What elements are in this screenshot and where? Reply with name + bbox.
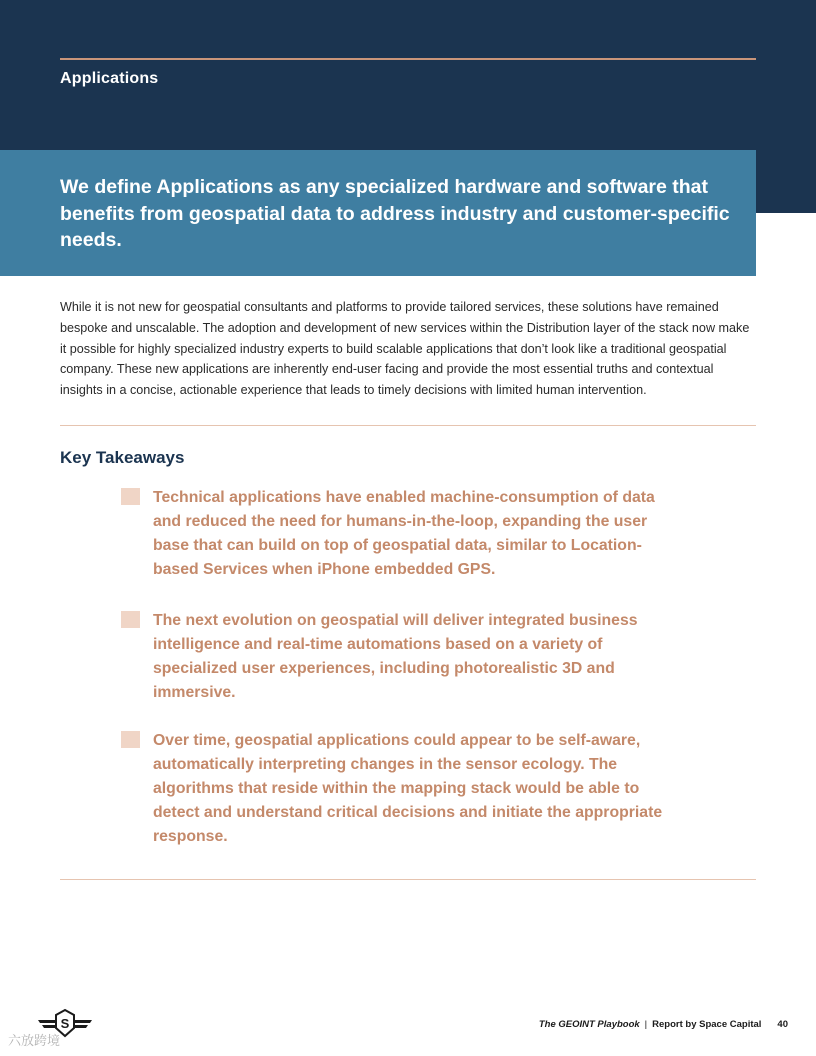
definition-callout-text: We define Applications as any specialized hardware and software that benefits from geospatial data to address industry and customer-specific needs. <box>60 176 730 251</box>
section-title: Applications <box>60 70 159 87</box>
takeaway-text: Over time, geospatial applications could appear to be self-aware, automatically interpreting changes in the sensor ecology. The algorithms that reside within the mapping stack would be able to detect and understand critical decisions and initiate the appropriate response. <box>153 732 663 845</box>
watermark-text: 六放跨境 <box>8 1033 61 1048</box>
header-rule <box>60 58 756 60</box>
key-takeaways-heading: Key Takeaways <box>60 448 185 467</box>
takeaway-text: The next evolution on geospatial will deliver integrated business intelligence and real-time automations based on a variety of specialized user experiences, including photorealistic 3D and immersive. <box>153 612 638 701</box>
page-footer <box>539 1019 788 1030</box>
bullet-square-icon <box>121 611 140 628</box>
takeaway-text: Technical applications have enabled machine-consumption of data and reduced the need for humans-in-the-loop, expanding the user base that can build on top of geospatial data, similar to Location-based Services when iPhone embedded GPS. <box>153 489 655 578</box>
footer-publication: The GEOINT Playbook <box>538 1019 640 1030</box>
bullet-square-icon <box>121 731 140 748</box>
footer-report-by: Report by Space Capital <box>652 1019 762 1030</box>
section-divider <box>60 425 756 426</box>
svg-text:S: S <box>60 1016 70 1031</box>
page-number: 40 <box>777 1019 788 1030</box>
bullet-square-icon <box>121 488 140 505</box>
footer-separator: | <box>644 1019 648 1030</box>
intro-paragraph: While it is not new for geospatial consultants and platforms to provide tailored services, these solutions have remained bespoke and unscalable. The adoption and development of new services within the Distribution layer of the stack now make it possible for highly specialized industry experts to build scalable applications that don’t look like a traditional geospatial company. These new applications are inherently end-user facing and provide the most essential truths and contextual insights in a concise, actionable experience that leads to timely decisions with limited human intervention. <box>60 300 750 398</box>
section-divider <box>60 879 756 880</box>
